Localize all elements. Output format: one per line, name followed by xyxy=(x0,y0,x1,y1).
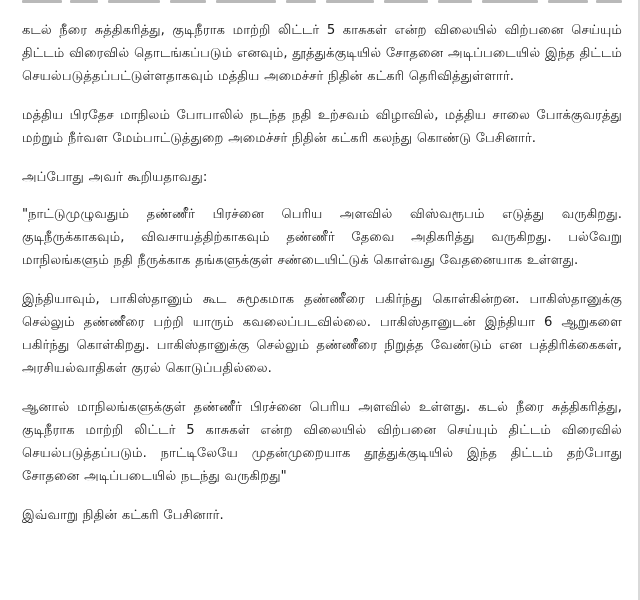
article-closing-paragraph: இவ்வாறு நிதின் கட்கரி பேசினார். xyxy=(22,508,224,523)
article-quote-paragraph: இந்தியாவும், பாகிஸ்தானும் கூட சுமூகமாக தண்ணீரை பகிர்ந்து கொள்கின்றன. பாகிஸ்தானுக்கு செல்லும் தண்ணீரை பற்றி யாரும் கவலைப்படவில்லை. பாகிஸ்தானுடன் இந்தியா 6 ஆறுகளை பகிர்ந்து கொள்கிறது. பாகிஸ்தானுக்கு செல்லும் தண்ணீரை நிறுத்த வேண்டும் என பத்திரிக்கைகள், அரசியல்வாதிகள் குரல் கொடுப்பதில்லை. xyxy=(22,292,622,376)
article-paragraph: அப்போது அவர் கூறியதாவது: xyxy=(22,170,208,185)
article-quote-paragraph: ஆனால் மாநிலங்களுக்குள் தண்ணீர் பிரச்னை பெரிய அளவில் உள்ளது. கடல் நீரை சுத்திகரித்து, குடிநீராக மாற்றி லிட்டர் 5 காசுகள் என்ற விலையில் விற்பனை செய்யும் திட்டம் விரைவில் செயல்படுத்தப்படும். நாட்டிலேயே முதன்முறையாக தூத்துக்குடியில் இந்த திட்டம் தற்போது சோதனை அடிப்படையில் நடந்து வருகிறது" xyxy=(22,400,622,484)
cropped-text-fragment xyxy=(0,0,640,4)
article-paragraph: மத்திய பிரதேச மாநிலம் போபாலில் நடந்த நதி உற்சவம் விழாவில், மத்திய சாலை போக்குவரத்து மற்றும் நீர்வள மேம்பாட்டுத்துறை அமைச்சர் நிதின் கட்கரி கலந்து கொண்டு பேசினார். xyxy=(22,108,622,146)
article-body xyxy=(22,19,622,543)
article-quote-paragraph: "நாட்டுமுழுவதும் தண்ணீர் பிரச்னை பெரிய அளவில் விஸ்வரூபம் எடுத்து வருகிறது. குடிநீருக்காகவும், விவசாயத்திற்காகவும் தண்ணீர் தேவை அதிகரித்து வருகிறது. பல்வேறு மாநிலங்களும் நதி நீருக்காக தங்களுக்குள் சண்டையிட்டுக் கொள்வது வேதனையாக உள்ளது. xyxy=(22,207,622,268)
article-paragraph: கடல் நீரை சுத்திகரித்து, குடிநீராக மாற்றி லிட்டர் 5 காசுகள் என்ற விலையில் விற்பனை செய்யும் திட்டம் விரைவில் தொடங்கப்படும் எனவும், தூத்துக்குடியில் சோதனை அடிப்படையில் இந்த திட்டம் செயல்படுத்தப்பட்டுள்ளதாகவும் மத்திய அமைச்சர் நிதின் கட்கரி தெரிவித்துள்ளார். xyxy=(22,23,622,84)
